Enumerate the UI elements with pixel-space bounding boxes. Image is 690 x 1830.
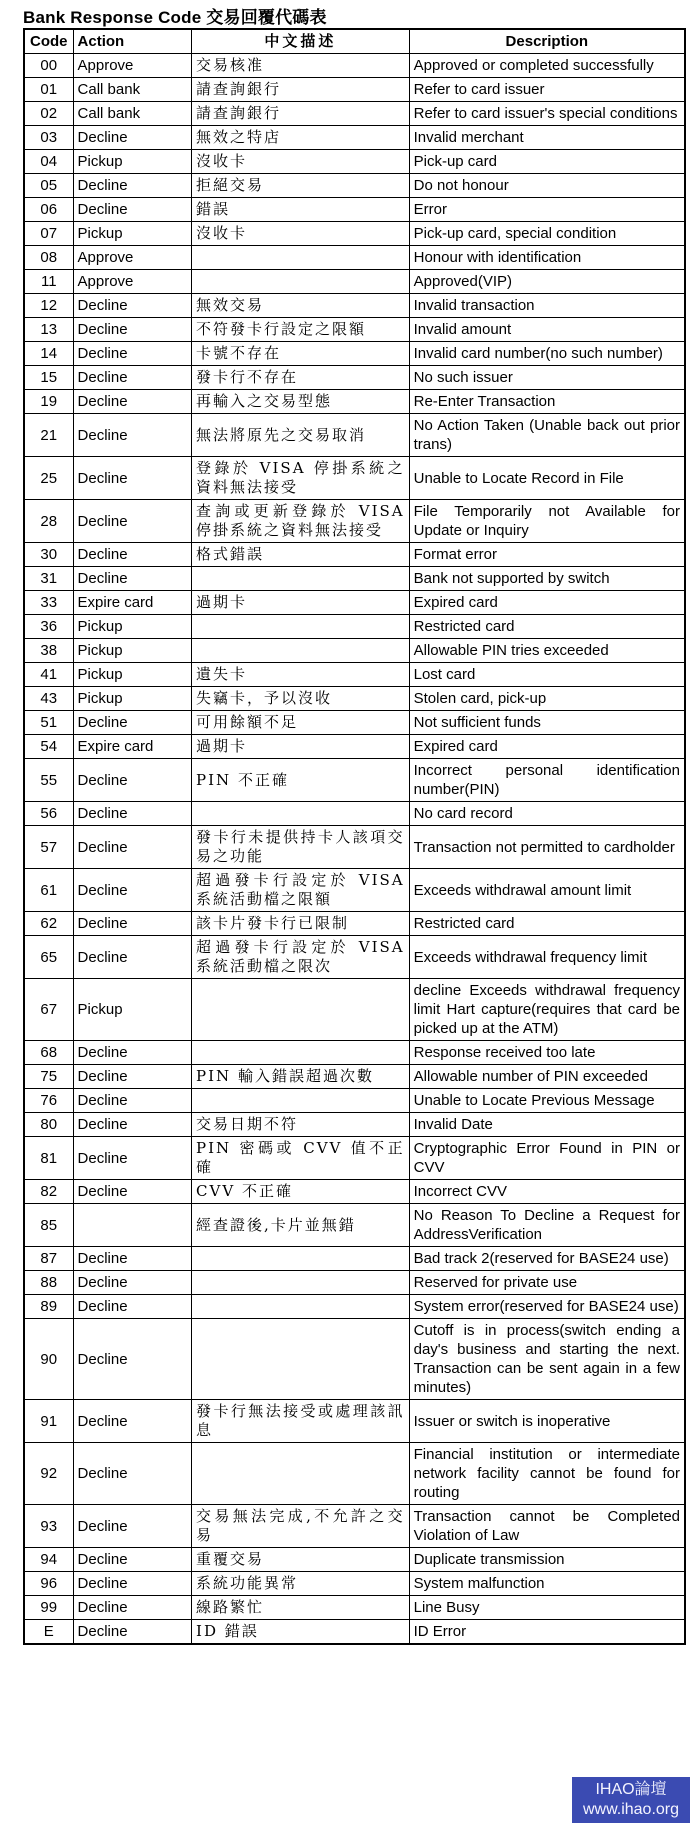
table-row <box>24 1041 685 1065</box>
cell-chinese: 線路繁忙 <box>192 1596 410 1620</box>
cell-chinese: 登錄於 VISA 停掛系統之資料無法接受 <box>192 457 410 500</box>
cell-code: 13 <box>24 318 73 342</box>
table-row <box>24 1620 685 1645</box>
cell-chinese <box>192 567 410 591</box>
cell-chinese: 卡號不存在 <box>192 342 410 366</box>
cell-chinese: 不符發卡行設定之限額 <box>192 318 410 342</box>
cell-code: 82 <box>24 1180 73 1204</box>
cell-code: 67 <box>24 979 73 1041</box>
cell-code: 91 <box>24 1400 73 1443</box>
cell-desc: Error <box>409 198 685 222</box>
cell-desc: Re-Enter Transaction <box>409 390 685 414</box>
cell-desc: Transaction not permitted to cardholder <box>409 826 685 869</box>
cell-chinese <box>192 1041 410 1065</box>
cell-code: 87 <box>24 1247 73 1271</box>
cell-chinese: 發卡行無法接受或處理該訊息 <box>192 1400 410 1443</box>
table-row <box>24 711 685 735</box>
cell-code: 56 <box>24 802 73 826</box>
watermark-url: www.ihao.org <box>582 1801 680 1818</box>
cell-code: 43 <box>24 687 73 711</box>
cell-desc: ID Error <box>409 1620 685 1645</box>
cell-action: Decline <box>73 1247 192 1271</box>
table-row <box>24 414 685 457</box>
table-row <box>24 936 685 979</box>
response-code-table <box>23 28 686 1645</box>
table-row <box>24 1180 685 1204</box>
cell-desc: Allowable PIN tries exceeded <box>409 639 685 663</box>
cell-desc: Reserved for private use <box>409 1271 685 1295</box>
cell-chinese: 拒絕交易 <box>192 174 410 198</box>
cell-action: Approve <box>73 246 192 270</box>
cell-chinese: PIN 輸入錯誤超過次數 <box>192 1065 410 1089</box>
cell-code: 08 <box>24 246 73 270</box>
watermark-forum-name: IHAO論壇 <box>595 1781 667 1798</box>
cell-desc: Do not honour <box>409 174 685 198</box>
cell-code: 55 <box>24 759 73 802</box>
cell-code: 38 <box>24 639 73 663</box>
cell-action: Decline <box>73 1113 192 1137</box>
cell-chinese: 過期卡 <box>192 591 410 615</box>
cell-code: 85 <box>24 1204 73 1247</box>
cell-chinese: 超過發卡行設定於 VISA 系統活動檔之限額 <box>192 869 410 912</box>
table-row <box>24 246 685 270</box>
cell-action: Decline <box>73 1295 192 1319</box>
cell-chinese <box>192 246 410 270</box>
cell-desc: Incorrect personal identification number(PIN) <box>409 759 685 802</box>
cell-action: Expire card <box>73 591 192 615</box>
cell-chinese: PIN 不正確 <box>192 759 410 802</box>
cell-desc: Incorrect CVV <box>409 1180 685 1204</box>
cell-desc: Pick-up card <box>409 150 685 174</box>
table-row <box>24 1089 685 1113</box>
cell-desc: Format error <box>409 543 685 567</box>
cell-desc: File Temporarily not Available for Update or Inquiry <box>409 500 685 543</box>
table-row <box>24 1065 685 1089</box>
cell-code: 25 <box>24 457 73 500</box>
cell-code: 01 <box>24 78 73 102</box>
cell-action: Pickup <box>73 150 192 174</box>
cell-desc: Invalid card number(no such number) <box>409 342 685 366</box>
cell-chinese: 過期卡 <box>192 735 410 759</box>
table-row <box>24 270 685 294</box>
cell-chinese <box>192 1319 410 1400</box>
cell-action: Decline <box>73 1443 192 1505</box>
cell-action: Pickup <box>73 663 192 687</box>
cell-code: 14 <box>24 342 73 366</box>
cell-code: 81 <box>24 1137 73 1180</box>
table-row <box>24 457 685 500</box>
cell-chinese: 交易日期不符 <box>192 1113 410 1137</box>
cell-desc: System malfunction <box>409 1572 685 1596</box>
table-row <box>24 198 685 222</box>
cell-desc: Expired card <box>409 591 685 615</box>
cell-action: Decline <box>73 802 192 826</box>
table-row <box>24 174 685 198</box>
table-row <box>24 150 685 174</box>
table-row <box>24 979 685 1041</box>
cell-action: Decline <box>73 1596 192 1620</box>
cell-desc: Issuer or switch is inoperative <box>409 1400 685 1443</box>
cell-action: Decline <box>73 543 192 567</box>
table-row <box>24 500 685 543</box>
cell-chinese <box>192 615 410 639</box>
cell-desc: Exceeds withdrawal frequency limit <box>409 936 685 979</box>
cell-action: Decline <box>73 936 192 979</box>
cell-code: 65 <box>24 936 73 979</box>
column-header-action: Action <box>73 29 192 54</box>
cell-code: 62 <box>24 912 73 936</box>
table-row <box>24 1505 685 1548</box>
cell-code: 12 <box>24 294 73 318</box>
cell-action: Decline <box>73 1137 192 1180</box>
cell-chinese: 失竊卡，予以沒收 <box>192 687 410 711</box>
table-row <box>24 294 685 318</box>
cell-desc: Response received too late <box>409 1041 685 1065</box>
cell-code: 92 <box>24 1443 73 1505</box>
cell-action: Decline <box>73 1271 192 1295</box>
cell-action: Decline <box>73 1089 192 1113</box>
table-row <box>24 759 685 802</box>
cell-desc: Invalid Date <box>409 1113 685 1137</box>
cell-code: 90 <box>24 1319 73 1400</box>
cell-code: 28 <box>24 500 73 543</box>
cell-code: 41 <box>24 663 73 687</box>
cell-chinese: 請查詢銀行 <box>192 78 410 102</box>
cell-chinese: 無效交易 <box>192 294 410 318</box>
cell-code: 11 <box>24 270 73 294</box>
cell-desc: No such issuer <box>409 366 685 390</box>
table-row <box>24 1295 685 1319</box>
cell-action: Call bank <box>73 102 192 126</box>
cell-action: Decline <box>73 318 192 342</box>
cell-code: 88 <box>24 1271 73 1295</box>
cell-desc: Refer to card issuer's special conditions <box>409 102 685 126</box>
cell-code: 02 <box>24 102 73 126</box>
cell-action: Expire card <box>73 735 192 759</box>
table-row <box>24 1443 685 1505</box>
cell-desc: System error(reserved for BASE24 use) <box>409 1295 685 1319</box>
cell-chinese <box>192 1271 410 1295</box>
cell-desc: Bank not supported by switch <box>409 567 685 591</box>
cell-action: Decline <box>73 366 192 390</box>
cell-chinese: 超過發卡行設定於 VISA 系統活動檔之限次 <box>192 936 410 979</box>
cell-code: 04 <box>24 150 73 174</box>
cell-chinese: 沒收卡 <box>192 150 410 174</box>
cell-action: Decline <box>73 174 192 198</box>
cell-code: 68 <box>24 1041 73 1065</box>
cell-chinese: 請查詢銀行 <box>192 102 410 126</box>
cell-desc: Financial institution or intermediate network facility cannot be found for routing <box>409 1443 685 1505</box>
table-row <box>24 591 685 615</box>
cell-code: 61 <box>24 869 73 912</box>
cell-action: Pickup <box>73 639 192 663</box>
table-header <box>24 29 685 54</box>
cell-desc: decline Exceeds withdrawal frequency limit Hart capture(requires that card be picked up at the ATM) <box>409 979 685 1041</box>
cell-action: Decline <box>73 826 192 869</box>
cell-action: Decline <box>73 1620 192 1645</box>
cell-chinese: 錯誤 <box>192 198 410 222</box>
cell-action: Decline <box>73 1505 192 1548</box>
cell-desc: Invalid amount <box>409 318 685 342</box>
cell-desc: Not sufficient funds <box>409 711 685 735</box>
cell-desc: Allowable number of PIN exceeded <box>409 1065 685 1089</box>
cell-desc: Exceeds withdrawal amount limit <box>409 869 685 912</box>
cell-chinese <box>192 1443 410 1505</box>
cell-action: Decline <box>73 390 192 414</box>
cell-code: 15 <box>24 366 73 390</box>
cell-action: Call bank <box>73 78 192 102</box>
cell-action: Decline <box>73 1041 192 1065</box>
cell-desc: Unable to Locate Record in File <box>409 457 685 500</box>
cell-code: 51 <box>24 711 73 735</box>
cell-action: Decline <box>73 912 192 936</box>
cell-code: 96 <box>24 1572 73 1596</box>
cell-desc: Expired card <box>409 735 685 759</box>
cell-action: Pickup <box>73 979 192 1041</box>
table-row <box>24 78 685 102</box>
table-row <box>24 1548 685 1572</box>
cell-desc: Approved or completed successfully <box>409 54 685 78</box>
cell-action: Approve <box>73 54 192 78</box>
table-row <box>24 222 685 246</box>
table-row <box>24 1137 685 1180</box>
cell-chinese: 沒收卡 <box>192 222 410 246</box>
table-row <box>24 615 685 639</box>
cell-desc: Bad track 2(reserved for BASE24 use) <box>409 1247 685 1271</box>
cell-desc: No Action Taken (Unable back out prior trans) <box>409 414 685 457</box>
cell-action: Decline <box>73 294 192 318</box>
table-row <box>24 912 685 936</box>
cell-desc: Honour with identification <box>409 246 685 270</box>
cell-code: 00 <box>24 54 73 78</box>
table-row <box>24 342 685 366</box>
cell-chinese <box>192 270 410 294</box>
cell-action: Decline <box>73 414 192 457</box>
table-row <box>24 869 685 912</box>
cell-action: Decline <box>73 1065 192 1089</box>
page-title: Bank Response Code 交易回覆代碼表 <box>23 8 327 27</box>
cell-desc: Line Busy <box>409 1596 685 1620</box>
cell-action: Decline <box>73 342 192 366</box>
cell-action: Decline <box>73 711 192 735</box>
cell-code: 33 <box>24 591 73 615</box>
cell-action: Decline <box>73 1548 192 1572</box>
table-row <box>24 126 685 150</box>
table-row <box>24 826 685 869</box>
cell-chinese: 經查證後,卡片並無錯 <box>192 1204 410 1247</box>
cell-chinese <box>192 1295 410 1319</box>
cell-desc: Restricted card <box>409 912 685 936</box>
cell-code: 06 <box>24 198 73 222</box>
cell-code: 99 <box>24 1596 73 1620</box>
cell-chinese: CVV 不正確 <box>192 1180 410 1204</box>
column-header-chinese: 中文描述 <box>192 29 410 54</box>
cell-action: Decline <box>73 1572 192 1596</box>
table-row <box>24 802 685 826</box>
table-row <box>24 1271 685 1295</box>
table-row <box>24 1400 685 1443</box>
table-body <box>24 54 685 1645</box>
cell-code: 30 <box>24 543 73 567</box>
table-row <box>24 102 685 126</box>
cell-desc: Refer to card issuer <box>409 78 685 102</box>
column-header-code: Code <box>24 29 73 54</box>
table-row <box>24 735 685 759</box>
cell-action: Pickup <box>73 687 192 711</box>
cell-desc: Invalid merchant <box>409 126 685 150</box>
cell-action: Pickup <box>73 615 192 639</box>
cell-desc: Lost card <box>409 663 685 687</box>
table-row <box>24 1113 685 1137</box>
cell-desc: Restricted card <box>409 615 685 639</box>
cell-code: E <box>24 1620 73 1645</box>
table-row <box>24 366 685 390</box>
header-row <box>24 29 685 54</box>
cell-action: Decline <box>73 1319 192 1400</box>
cell-code: 36 <box>24 615 73 639</box>
cell-code: 80 <box>24 1113 73 1137</box>
cell-desc: Transaction cannot be Completed Violation of Law <box>409 1505 685 1548</box>
cell-action: Decline <box>73 869 192 912</box>
cell-chinese: 系統功能異常 <box>192 1572 410 1596</box>
table-row <box>24 639 685 663</box>
cell-chinese: ID 錯誤 <box>192 1620 410 1645</box>
cell-code: 57 <box>24 826 73 869</box>
cell-action: Approve <box>73 270 192 294</box>
table-row <box>24 663 685 687</box>
cell-code: 19 <box>24 390 73 414</box>
cell-chinese <box>192 979 410 1041</box>
cell-code: 21 <box>24 414 73 457</box>
cell-desc: Invalid transaction <box>409 294 685 318</box>
cell-code: 03 <box>24 126 73 150</box>
cell-code: 54 <box>24 735 73 759</box>
cell-desc: Stolen card, pick-up <box>409 687 685 711</box>
cell-chinese: 重覆交易 <box>192 1548 410 1572</box>
cell-chinese: 無效之特店 <box>192 126 410 150</box>
table-row <box>24 567 685 591</box>
cell-chinese: 查詢或更新登錄於 VISA 停掛系統之資料無法接受 <box>192 500 410 543</box>
table-row <box>24 687 685 711</box>
table-row <box>24 1572 685 1596</box>
cell-action: Decline <box>73 126 192 150</box>
cell-desc: Cryptographic Error Found in PIN or CVV <box>409 1137 685 1180</box>
cell-chinese: 發卡行不存在 <box>192 366 410 390</box>
table-row <box>24 390 685 414</box>
cell-chinese: PIN 密碼或 CVV 值不正確 <box>192 1137 410 1180</box>
cell-chinese: 該卡片發卡行已限制 <box>192 912 410 936</box>
cell-chinese: 可用餘額不足 <box>192 711 410 735</box>
cell-desc: Cutoff is in process(switch ending a day's business and starting the next. Transaction can be sent again in a few minutes) <box>409 1319 685 1400</box>
cell-chinese: 無法將原先之交易取消 <box>192 414 410 457</box>
cell-action: Decline <box>73 1180 192 1204</box>
cell-code: 76 <box>24 1089 73 1113</box>
ihao-watermark <box>572 1777 690 1823</box>
cell-action: Decline <box>73 457 192 500</box>
cell-desc: No card record <box>409 802 685 826</box>
cell-code: 31 <box>24 567 73 591</box>
cell-chinese: 交易無法完成,不允許之交易 <box>192 1505 410 1548</box>
table-row <box>24 1204 685 1247</box>
column-header-description: Description <box>409 29 685 54</box>
cell-chinese <box>192 802 410 826</box>
cell-action: Decline <box>73 1400 192 1443</box>
table-row <box>24 1247 685 1271</box>
cell-chinese: 發卡行未提供持卡人該項交易之功能 <box>192 826 410 869</box>
cell-code: 93 <box>24 1505 73 1548</box>
cell-code: 05 <box>24 174 73 198</box>
cell-code: 75 <box>24 1065 73 1089</box>
cell-code: 94 <box>24 1548 73 1572</box>
cell-action: Decline <box>73 759 192 802</box>
cell-chinese: 遺失卡 <box>192 663 410 687</box>
cell-action: Pickup <box>73 222 192 246</box>
cell-action: Decline <box>73 198 192 222</box>
cell-chinese <box>192 1247 410 1271</box>
cell-desc: Pick-up card, special condition <box>409 222 685 246</box>
cell-action: Decline <box>73 567 192 591</box>
cell-code: 07 <box>24 222 73 246</box>
table-row <box>24 1596 685 1620</box>
table-row <box>24 318 685 342</box>
table-row <box>24 1319 685 1400</box>
table-row <box>24 543 685 567</box>
cell-chinese: 交易核准 <box>192 54 410 78</box>
cell-desc: Approved(VIP) <box>409 270 685 294</box>
cell-action <box>73 1204 192 1247</box>
cell-code: 89 <box>24 1295 73 1319</box>
cell-desc: No Reason To Decline a Request for AddressVerification <box>409 1204 685 1247</box>
cell-desc: Unable to Locate Previous Message <box>409 1089 685 1113</box>
table-row <box>24 54 685 78</box>
cell-desc: Duplicate transmission <box>409 1548 685 1572</box>
cell-chinese: 再輸入之交易型態 <box>192 390 410 414</box>
cell-chinese <box>192 1089 410 1113</box>
cell-chinese: 格式錯誤 <box>192 543 410 567</box>
cell-action: Decline <box>73 500 192 543</box>
cell-chinese <box>192 639 410 663</box>
